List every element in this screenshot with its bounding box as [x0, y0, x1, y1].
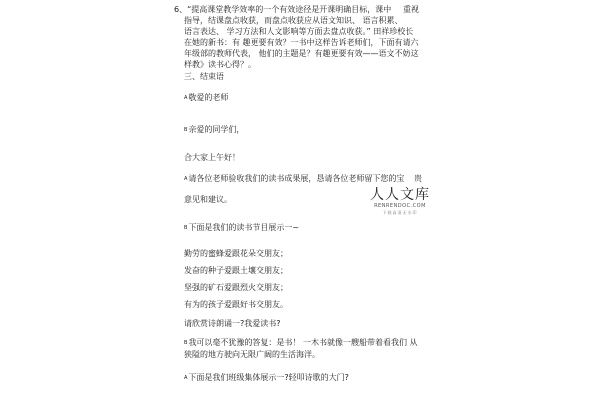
invite-line-1-text: 请各位老师验收我们的读书成果展，恳请各位老师留下您的宝 [188, 174, 405, 183]
poem-line-3: 坚强的矿石爱跟烈火交朋友； [184, 283, 288, 292]
para6-line-4: 在她的新书：有 趣更要有效？一书中这样告诉老师们，下面有请六 [184, 38, 419, 47]
para6-line-1: 6、“提高课堂教学效率的一个有效途径是开课明确目标，课中 [174, 5, 392, 14]
marker-a: A [184, 176, 188, 182]
greeting-teachers-text: 敬爱的老师 [188, 93, 229, 102]
section-title-conclusion: 三、结束语 [184, 72, 224, 81]
poem-line-4: 有为的孩子爱跟好书交朋友。 [184, 300, 288, 309]
marker-b: B [184, 127, 188, 133]
invite-line-2: 意见和建议。 [184, 195, 232, 204]
invite-line-1-end: 贵 [414, 174, 422, 183]
watermark-domain: RENRENDOC.COM [374, 203, 426, 209]
marker-b: B [184, 340, 188, 346]
marker-a: A [184, 375, 188, 381]
poem-recitation: 请欣赏诗朗诵一?我爱读书? [184, 319, 281, 328]
watermark-logo [362, 187, 438, 216]
watermark-subtitle: 下载高清无水印 [382, 210, 418, 215]
para6-line-5: 年级部的教师代表， 他们的主题是？有趣更要有效——语文不妨这 [184, 49, 419, 58]
para6-line-1-end: 重视 [403, 5, 419, 14]
poem-line-2: 发奋的种子爱跟土壤交朋友； [184, 266, 288, 275]
greeting-teachers [184, 92, 228, 104]
marker-a: A [184, 95, 188, 101]
answer-line-1 [184, 337, 418, 349]
marker-b: B [184, 225, 188, 231]
poem-line-1: 勤劳的蜜蜂爱跟花朵交朋友； [184, 249, 288, 258]
watermark-title: 人人文库 [370, 187, 430, 203]
class-show-intro [184, 372, 349, 384]
para6-line-2: 指导，结课盘点收获，而盘点收获应从语文知识、 语言积累、 [184, 16, 403, 25]
program-intro-text: 下面是我们的读书节目展示一~ [188, 223, 300, 232]
para6-line-3: 语言表达、 学习方法和人文影响等方面去盘点收获。” 田祥珍校长 [184, 27, 414, 36]
program-intro [184, 222, 299, 234]
greeting-good-morning: 合大家上午好！ [184, 153, 240, 162]
answer-line-2: 狭隘的地方驶向无限广阔的生活海洋。 [184, 350, 320, 359]
greeting-students-text: 亲爱的同学们， [188, 125, 245, 134]
para6-line-6: 样教》读书心得？。 [184, 60, 256, 69]
answer-line-1-text: 我可以毫不犹豫的答复：是书！ 一木书就像一艘船带着看我们 从 [188, 338, 418, 347]
invite-line-1 [184, 173, 404, 185]
greeting-students [184, 124, 244, 136]
class-show-intro-text: 下面是我们班级集体展示一?轻叩诗歌的大门? [188, 373, 349, 382]
